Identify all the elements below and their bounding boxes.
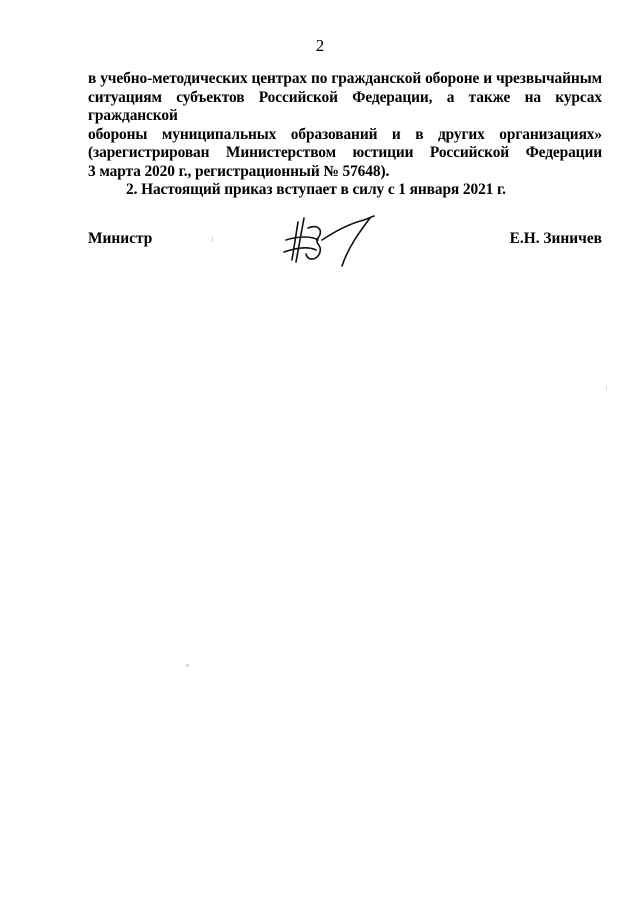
handwritten-signature: [278, 210, 388, 268]
paragraph-1: [88, 70, 602, 181]
scan-speck: [606, 386, 607, 390]
page-number: 2: [315, 36, 325, 55]
signer-name: Е.Н. Зиничев: [509, 230, 602, 247]
signature-block: [88, 210, 602, 270]
scan-speck: [186, 664, 189, 667]
paragraph-1-line: 3 марта 2020 г., регистрационный № 57648).: [88, 162, 390, 180]
paragraph-1-line: в учебно-методических центрах по гражданской обороне и чрезвычайным: [88, 70, 602, 87]
paragraph-1-line: ситуациям субъектов Российской Федерации, а также на курсах гражданской: [88, 88, 602, 124]
paragraph-2: 2. Настоящий приказ вступает в силу с 1 января 2021 г.: [126, 181, 506, 198]
document-body: [88, 70, 602, 200]
scan-speck: [212, 236, 213, 242]
paragraph-1-line: (зарегистрирован Министерством юстиции Российской Федерации: [88, 144, 602, 161]
paragraph-1-line: обороны муниципальных образований и в других организациях»: [88, 125, 602, 143]
signer-position: Министр: [88, 230, 153, 247]
